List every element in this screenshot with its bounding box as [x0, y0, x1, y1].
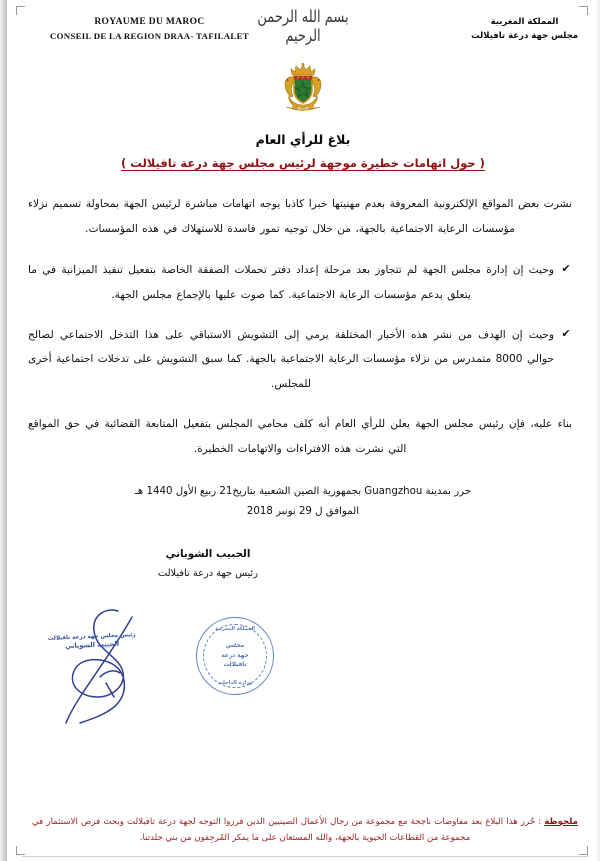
dateline [44, 482, 562, 523]
footnote [32, 814, 578, 848]
seal-bottom-text: وزارة الداخلية [217, 680, 253, 687]
footer-divider [22, 856, 588, 857]
footnote-text: حُرر هذا البلاغ بعد مفاوضات ناجحة مع مجموعة من رجال الأعمال الصينيين الذين قرروا التوجه لجهة درعة تافيلالت وبحث فرص الاستثمار في مجموعة من القطاعات الحيوية بالجهة، والله المستعان على ما يمكر المُرجِفون من بني جلدتنا. [32, 816, 536, 844]
stamps-area [14, 605, 592, 740]
conclusion-paragraph: بناء عليه، فإن رئيس مجلس الجهة يعلن للرأي العام أنه كلف محامي المجلس بتفعيل المتابعة القضائية في حق المواقع التي نشرت هذه الافتراءات والاتهامات الخطيرة. [28, 418, 572, 456]
emblem-container [14, 62, 592, 120]
dateline-city: Guangzhou [364, 486, 423, 498]
arabic-letterhead-line1: المملكة المغربية [490, 17, 559, 27]
basmala-text: بسم الله الرحمن الرحيم [257, 8, 349, 46]
seal-top-text: المملكة المغربية [215, 626, 255, 633]
document-content [14, 0, 592, 861]
left-scroll-rail[interactable] [0, 0, 7, 861]
signatory-name: الحبيب الشوباني [165, 547, 251, 560]
checkmark-icon: ✔ [561, 326, 571, 340]
dateline-prefix: حرر بمدينة [422, 486, 472, 498]
basmala-calligraphy [239, 8, 367, 46]
seal-center-line2: جهة درعة [221, 652, 249, 659]
intro-paragraph: نشرت بعض المواقع الإلكترونية المعروفة بعدم مهنيتها خبرا كاذبا يوجه اتهامات مباشرة لرئيس الجهة بمحاولة تسميم نزلاء مؤسسات الرعاية الاجتماعية بالجهة، من خلال توجيه تمور فاسدة للاستهلاك في هذه المؤسسات. [28, 198, 572, 235]
signature-ink-stamp-line2: الحبيب الشوباني [65, 640, 120, 651]
bullet-item [28, 323, 572, 398]
dateline-line2: الموافق ل 29 نونبر 2018 [246, 506, 360, 518]
morocco-coat-of-arms-icon [273, 62, 333, 118]
footnote-separator: : [535, 816, 545, 827]
handwritten-signature-icon [40, 605, 170, 725]
dateline-line1 [44, 482, 562, 502]
french-letterhead-line2: CONSEIL DE LA REGION DRAA- TAFILALET [50, 30, 249, 41]
arabic-letterhead-line2: مجلس جهة درعة تافيلالت [471, 31, 578, 42]
document-header [14, 10, 592, 58]
french-letterhead [50, 16, 249, 43]
seal-center-text [212, 633, 258, 679]
bullet-paragraph: وحيث إن إدارة مجلس الجهة لم تتجاوز بعد مرحلة إعداد دفتر تحملات الصفقة الخاصة بتفعيل تنفيذ الميزانية في ما يتعلق بدعم مؤسسات الرعاية الاجتماعية. كما صوت عليها بالإجماع مجلس الجهة. [28, 263, 554, 301]
checkmark-icon: ✔ [561, 261, 571, 275]
french-letterhead-line1: ROYAUME DU MAROC [94, 17, 205, 27]
title-block [14, 132, 592, 170]
bullet-item [28, 258, 572, 308]
document-body [28, 192, 572, 462]
signatory-role: رئيس جهة درعة تافيلالت [157, 567, 259, 579]
seal-center-line1: مجلس [225, 643, 245, 650]
page-title: بلاغ للرأي العام [255, 132, 351, 147]
seal-center-line3: تافيلالت [223, 661, 247, 668]
page-subtitle: ( حول اتهامات خطيرة موجهة لرئيس مجلس جهة درعة تافيلالت ) [121, 156, 485, 170]
signature-ink-stamp-line1: رئيس مجلس جهة درعة تافيلالت [47, 632, 136, 643]
dateline-suffix: بجمهورية الصين الشعبية بتاريخ21 ربيع الأول 1440 هـ [134, 486, 365, 498]
bullet-paragraph: وحيث إن الهدف من نشر هذه الأخبار المختلقة يرمي إلى التشويش الاستباقي على هذا التدخل الاجتماعي لصالح حوالي 8000 متمدرس من نزلاء مؤسسات الرعاية الاجتماعية بالجهة. كما سبق التشويش على تدخلات اجتماعية أخرى للمجلس. [28, 328, 554, 391]
signature-block [14, 545, 592, 583]
official-round-seal-icon [196, 617, 274, 695]
arabic-letterhead [471, 15, 578, 44]
footnote-label: ملحوظة [544, 816, 578, 827]
